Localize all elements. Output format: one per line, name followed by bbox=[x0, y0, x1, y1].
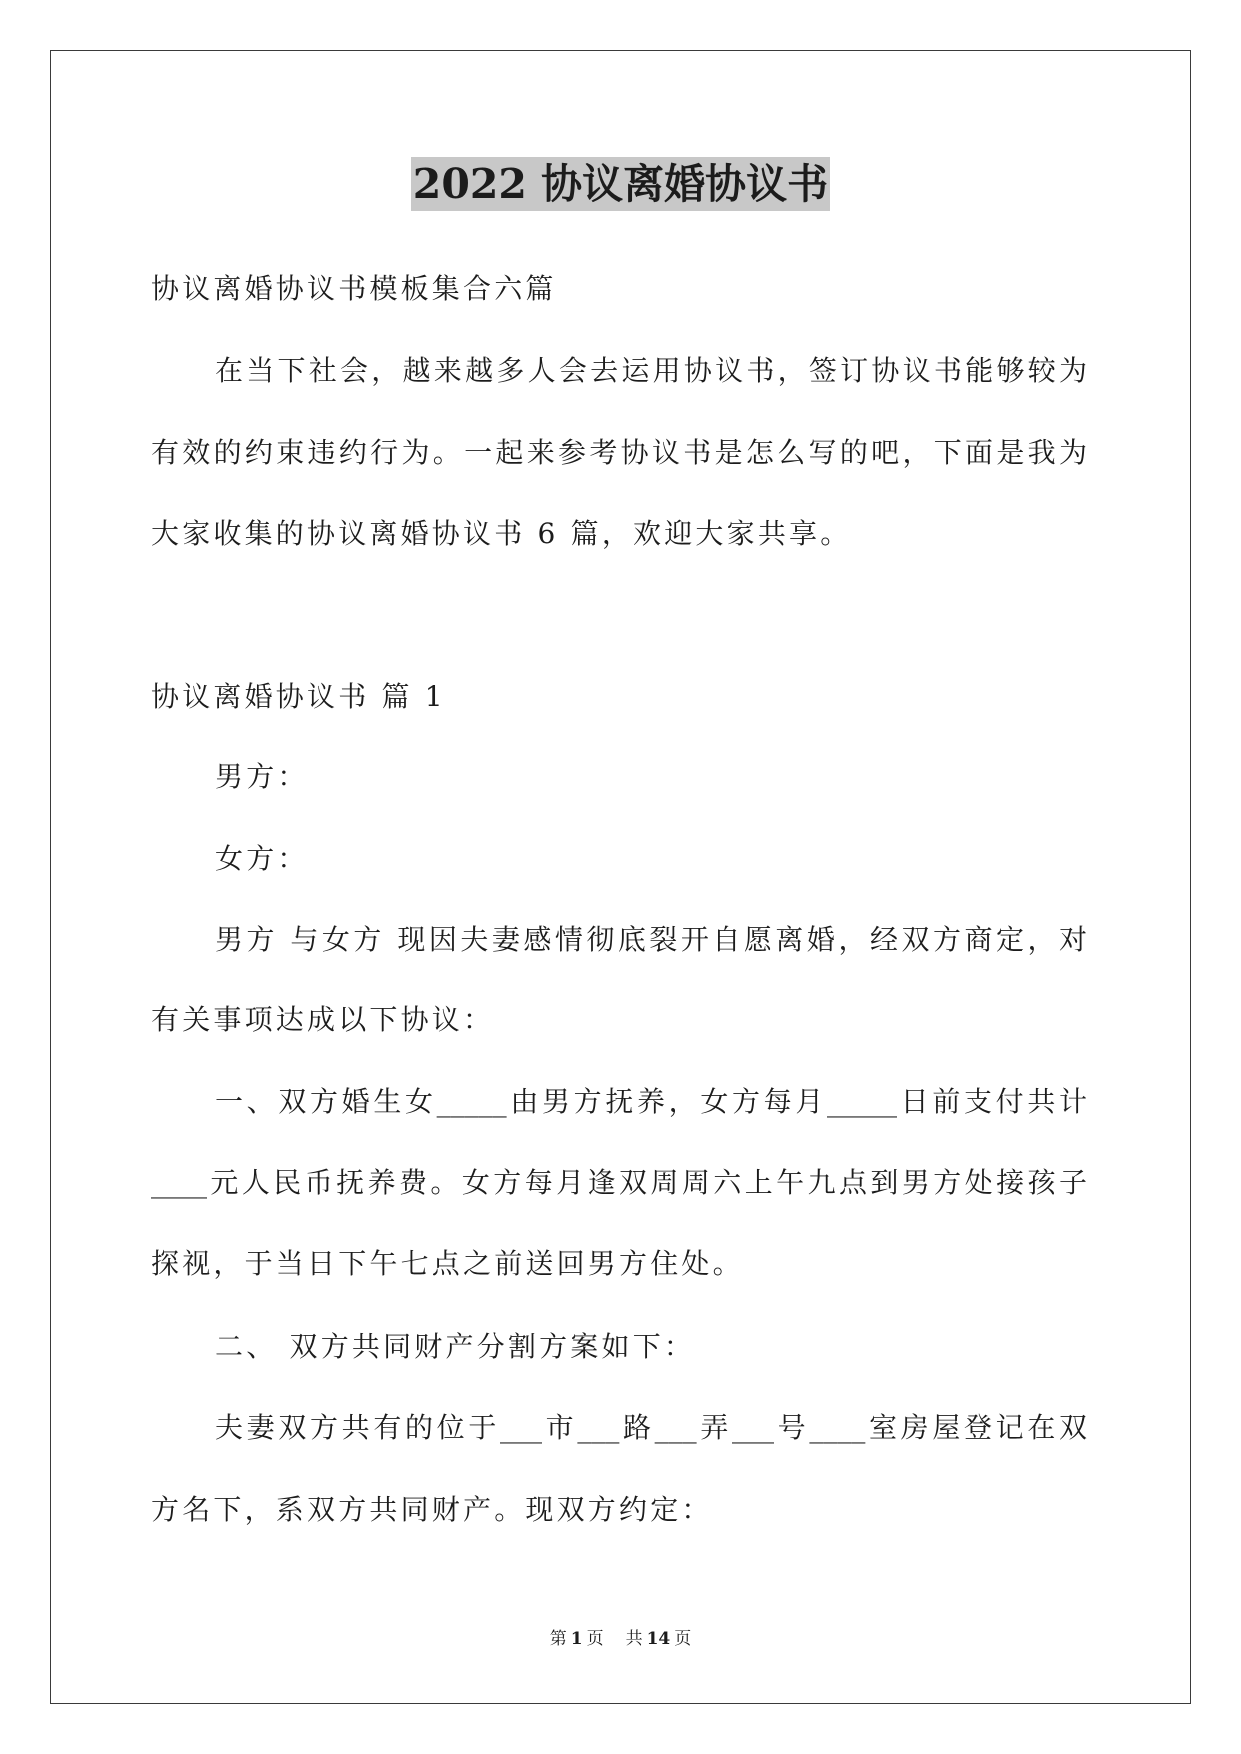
body-line: 方名下，系双方共同财产。现双方约定： bbox=[151, 1493, 713, 1526]
body-line: 夫妻双方共有的位于___市___路___弄___号____室房屋登记在双 bbox=[215, 1411, 1087, 1444]
total-prefix: 共 bbox=[625, 1629, 643, 1649]
subtitle: 协议离婚协议书模板集合六篇 bbox=[151, 272, 557, 305]
body-line-male-party: 男方： bbox=[215, 760, 309, 793]
body-line: ____元人民币抚养费。女方每月逢双周周六上午九点到男方处接孩子 bbox=[151, 1166, 1087, 1199]
intro-line: 大家收集的协议离婚协议书 6 篇，欢迎大家共享。 bbox=[151, 517, 852, 550]
body-line: 有关事项达成以下协议： bbox=[151, 1003, 495, 1036]
page-footer bbox=[0, 1627, 1241, 1651]
body-line-clause-two: 二、 双方共同财产分割方案如下： bbox=[215, 1330, 696, 1363]
total-suffix: 页 bbox=[674, 1629, 692, 1649]
body-line: 男方 与女方 现因夫妻感情彻底裂开自愿离婚，经双方商定，对 bbox=[215, 923, 1087, 956]
body-line: 探视，于当日下午七点之前送回男方住处。 bbox=[151, 1247, 744, 1280]
document-title: 2022 协议离婚协议书 bbox=[411, 157, 830, 211]
page-number: 1 bbox=[570, 1629, 583, 1649]
total-pages: 14 bbox=[646, 1629, 671, 1649]
page-prefix: 第 bbox=[549, 1629, 567, 1649]
body-line-female-party: 女方： bbox=[215, 842, 309, 875]
title-container bbox=[0, 157, 1241, 211]
section-heading: 协议离婚协议书 篇 1 bbox=[151, 680, 446, 713]
body-line-clause-one: 一、双方婚生女_____由男方抚养，女方每月_____日前支付共计 bbox=[215, 1085, 1087, 1118]
intro-line: 在当下社会，越来越多人会去运用协议书，签订协议书能够较为 bbox=[215, 354, 1087, 387]
page-suffix: 页 bbox=[586, 1629, 604, 1649]
intro-line: 有效的约束违约行为。一起来参考协议书是怎么写的吧，下面是我为 bbox=[151, 436, 1087, 469]
